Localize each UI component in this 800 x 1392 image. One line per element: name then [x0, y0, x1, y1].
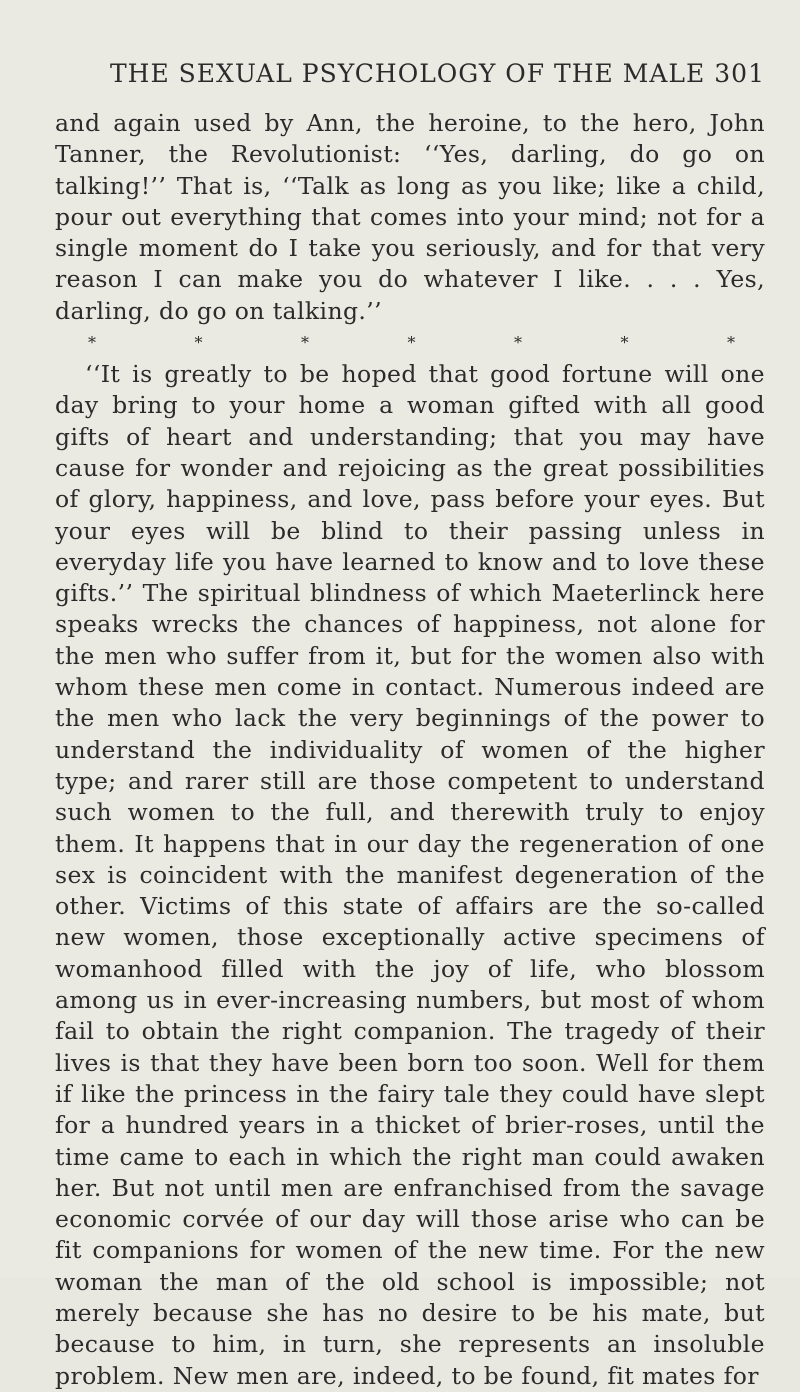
running-head	[110, 56, 765, 92]
asterisk-ornament: *	[194, 333, 203, 353]
running-head-title: THE SEXUAL PSYCHOLOGY OF THE MALE	[110, 59, 706, 88]
asterisk-ornament: *	[620, 333, 629, 353]
asterisk-ornament: *	[514, 333, 522, 353]
asterisk-ornament: *	[88, 333, 96, 353]
body-text	[55, 108, 765, 1392]
asterisk-ornament: *	[301, 333, 309, 353]
asterisk-ornament: *	[727, 333, 735, 353]
paragraph-continued: and again used by Ann, the heroine, to the hero, John Tanner, the Revolutionist: ‘‘Yes, darling, do go on talking!’’ That is, ‘‘Talk as long as you like; like a child, pour out everything that comes into your mind; not for a single moment do I take you seriously, and for that very reason I can make you do whatever I like. . . . Yes, darling, do go on talking.’’	[55, 109, 765, 325]
paragraph: ‘‘It is greatly to be hoped that good fortune will one day bring to your home a woman gifted with all good gifts of heart and understanding; that you may have cause for wonder and rejoicing as the great possibilities of glory, happiness, and love, pass before your eyes. But your eyes will be blind to their passing unless in everyday life you have learned to know and to love these gifts.’’ The spiritual blindness of which Maeterlinck here speaks wrecks the chances of happiness, not alone for the men who suffer from it, but for the women also with whom these men come in contact. Numerous indeed are the men who lack the very beginnings of the power to understand the individuality of women of the higher type; and rarer still are those competent to understand such women to the full, and therewith truly to enjoy them. It happens that in our day the regeneration of one sex is coincident with the manifest degeneration of the other. Victims of this state of affairs are the so-called new women, those exceptionally active specimens of womanhood filled with the joy of life, who blossom among us in ever-increasing numbers, but most of whom fail to obtain the right companion. The tragedy of their lives is that they have been born too soon. Well for them if like the princess in the fairy tale they could have slept for a hundred years in a thicket of brier-roses, until the time came to each in which the right man could awaken her. But not until men are enfranchised from the savage economic corvée of our day will those arise who can be fit companions for women of the new time. For the new woman the man of the old school is impossible; not merely because she has no desire to be his mate, but because to him, in turn, she represents an insoluble problem. New men are, indeed, to be found, fit mates for	[55, 360, 765, 1390]
page-number: 301	[714, 59, 765, 88]
section-break-asterisks	[55, 327, 765, 359]
asterisk-ornament: *	[407, 333, 416, 353]
